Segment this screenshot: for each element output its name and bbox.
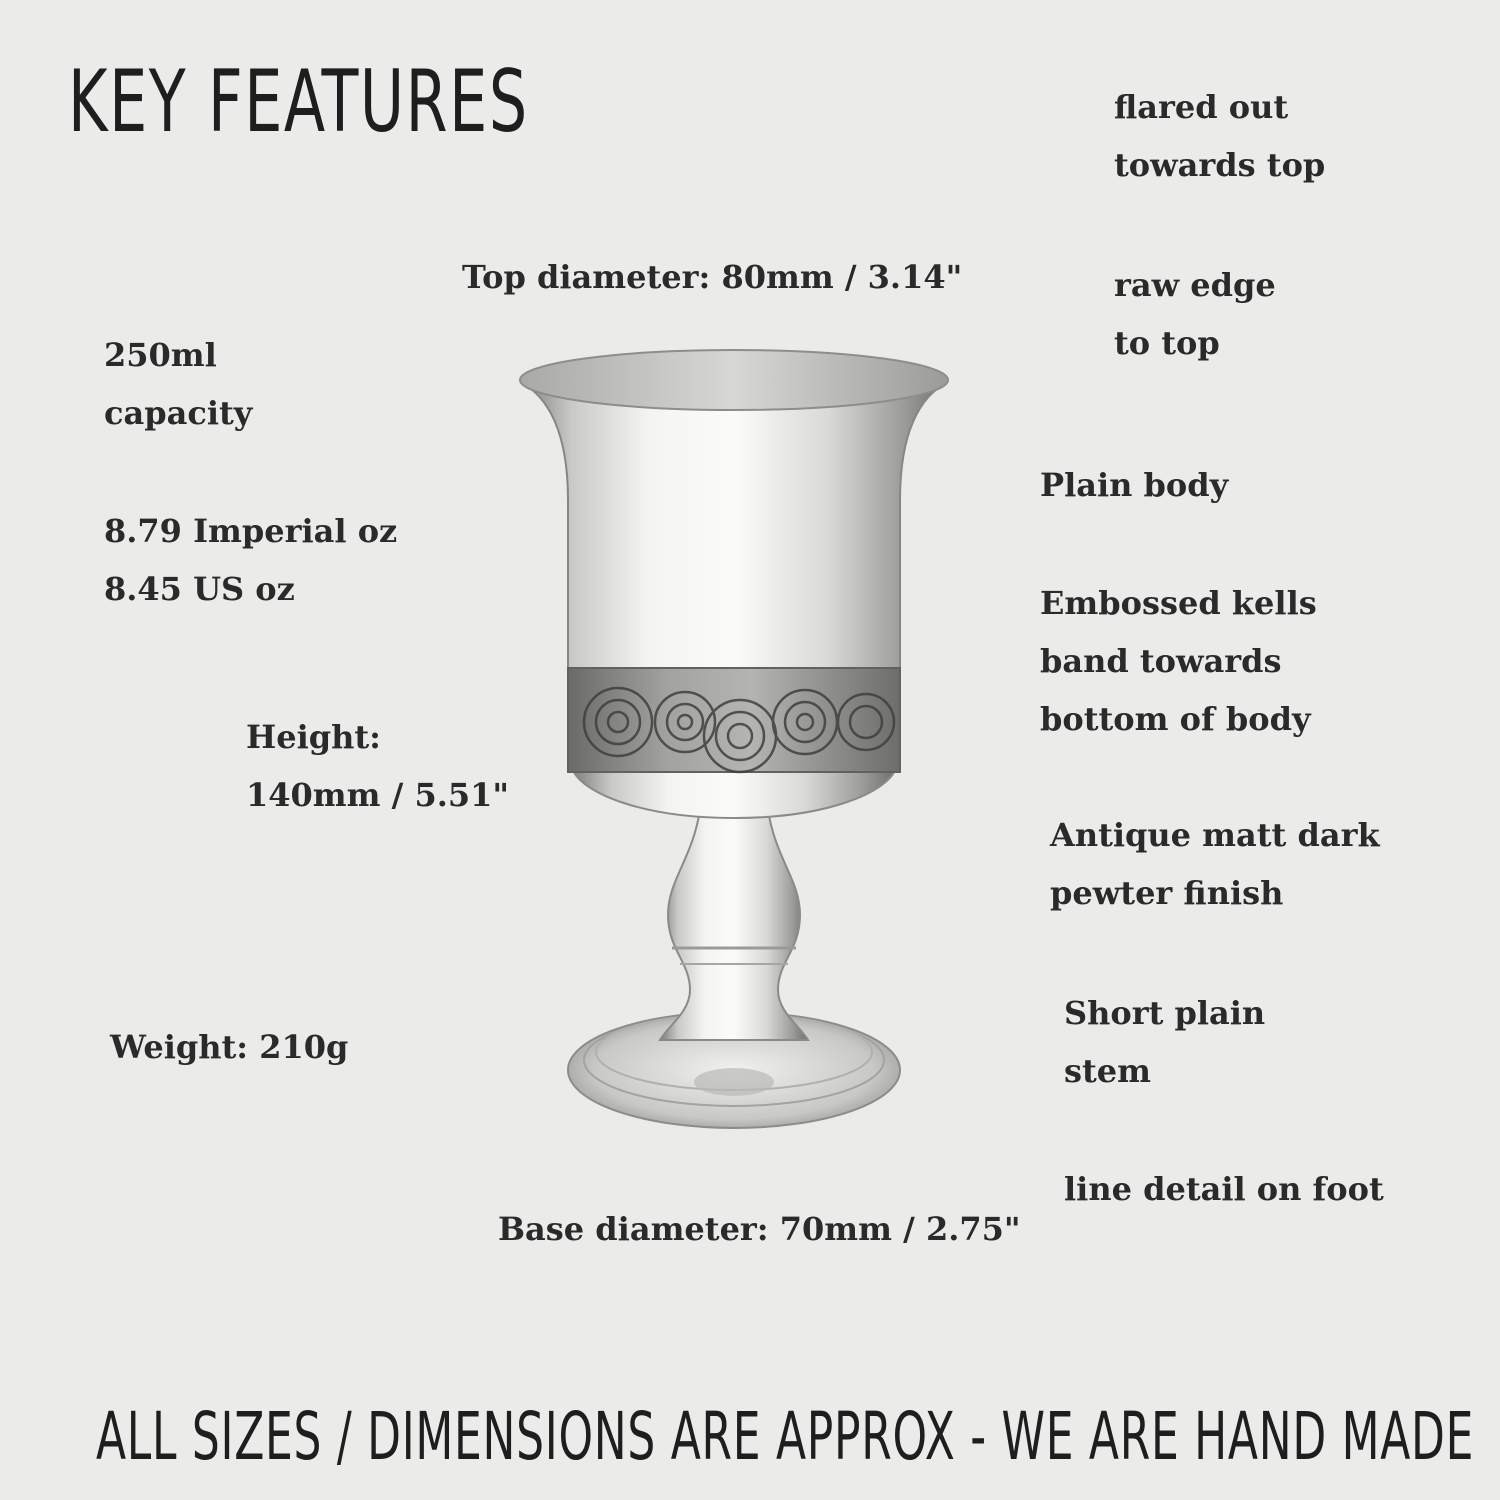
base-diameter-label: Base diameter: 70mm / 2.75" xyxy=(498,1210,1021,1248)
feature-finish-line-2: pewter finish xyxy=(1050,874,1284,912)
feature-band-line-1: Embossed kells xyxy=(1040,584,1317,622)
feature-band-line-2: band towards xyxy=(1040,642,1282,680)
feature-stem-line-2: stem xyxy=(1064,1052,1152,1090)
feature-edge-line-1: raw edge xyxy=(1114,266,1276,304)
height-line-1: Height: xyxy=(246,718,381,756)
feature-band-line-3: bottom of body xyxy=(1040,700,1311,738)
feature-edge-line-2: to top xyxy=(1114,324,1220,362)
feature-flared-line-1: flared out xyxy=(1114,88,1289,126)
feature-stem-line-1: Short plain xyxy=(1064,994,1266,1032)
top-diameter-label: Top diameter: 80mm / 3.14" xyxy=(462,258,963,296)
height-line-2: 140mm / 5.51" xyxy=(246,776,510,814)
feature-plain-body: Plain body xyxy=(1040,466,1229,504)
page-title: KEY FEATURES xyxy=(68,52,529,152)
weight-label: Weight: 210g xyxy=(110,1028,349,1066)
ounces-line-1: 8.79 Imperial oz xyxy=(104,512,398,550)
capacity-line-1: 250ml xyxy=(104,336,217,374)
feature-flared-line-2: towards top xyxy=(1114,146,1326,184)
feature-finish-line-1: Antique matt dark xyxy=(1050,816,1380,854)
ounces-line-2: 8.45 US oz xyxy=(104,570,295,608)
feature-foot: line detail on foot xyxy=(1064,1170,1384,1208)
disclaimer-footer: ALL SIZES / DIMENSIONS ARE APPROX - WE ARE HAND MADE xyxy=(96,1398,1475,1475)
capacity-line-2: capacity xyxy=(104,394,253,432)
